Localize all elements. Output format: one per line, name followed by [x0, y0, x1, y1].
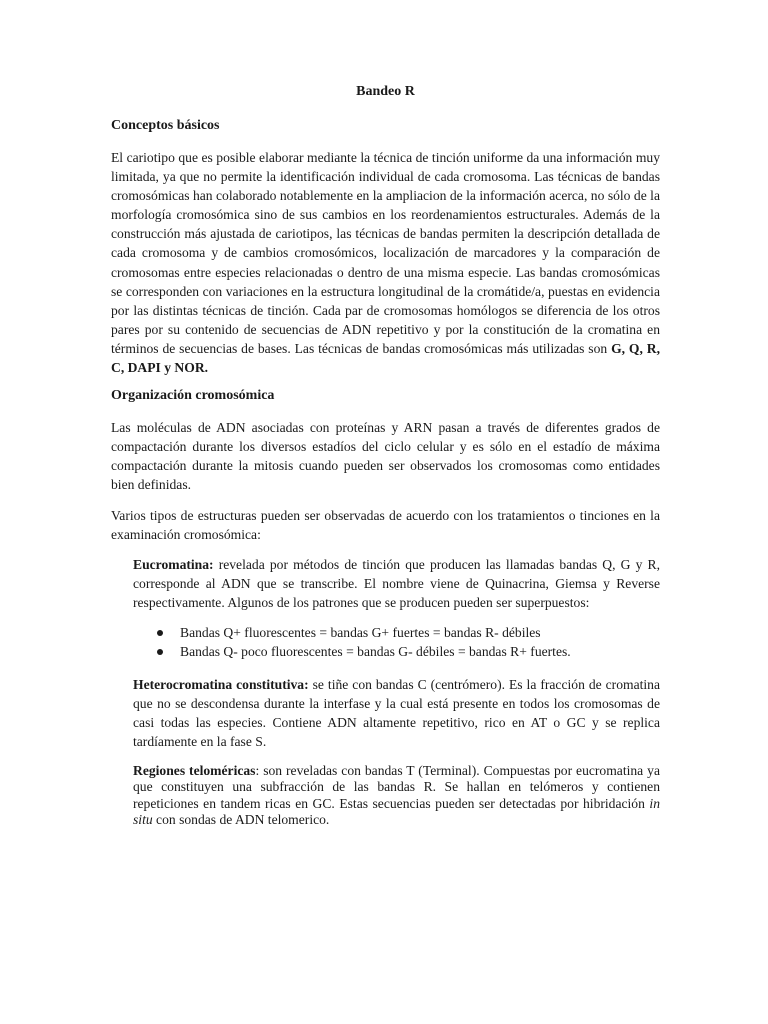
- bullet-icon: [157, 649, 163, 655]
- paragraph-organizacion-1: Las moléculas de ADN asociadas con proteínas y ARN pasan a través de diferentes grados de compactación durante los diversos estadíos del ciclo celular y es sólo en el estadío de máxima compactación durante la mitosis cuando pueden ser observados los cromosomas como entidades bien definidas.: [111, 420, 660, 493]
- text-eucromatina: revelada por métodos de tinción que producen las llamadas bandas Q, G y R, corresponde al ADN que se transcribe. El nombre viene de Quinacrina, Giemsa y Reverse respectivamente. Algunos de los patrones que se producen pueden ser superpuestos:: [133, 556, 660, 610]
- paragraph-telomericas: [133, 763, 660, 829]
- document-title: Bandeo R: [356, 84, 415, 99]
- paragraph-organizacion-2: Varios tipos de estructuras pueden ser observadas de acuerdo con los tratamientos o tinciones en la examinación cromosómica:: [111, 507, 660, 542]
- term-eucromatina: Eucromatina:: [133, 556, 214, 572]
- italic-in-situ: in situ: [133, 795, 660, 828]
- list-item: [133, 623, 660, 642]
- section-heading-organizacion: Organización cromosómica: [111, 388, 275, 404]
- list-item-text: Bandas Q+ fluorescentes = bandas G+ fuertes = bandas R- débiles: [180, 624, 541, 640]
- term-telomericas: Regiones teloméricas: [133, 762, 256, 778]
- bullet-icon: [157, 630, 163, 636]
- bullet-list: [133, 623, 660, 661]
- text-telomericas-a: : son reveladas con bandas T (Terminal). Compuestas por eucromatina ya que constituyen una subfracción de las bandas R. Se hallan en telómeros y contienen repeticiones en tandem ricas en GC. Estas secuencias pueden ser detectadas por hibridación: [133, 762, 660, 811]
- paragraph-eucromatina: [133, 555, 660, 612]
- term-heterocromatina: Heterocromatina constitutiva:: [133, 677, 309, 693]
- text-telomericas-b: con sondas de ADN telomerico.: [152, 812, 330, 828]
- list-item-text: Bandas Q- poco fluorescentes = bandas G- débiles = bandas R+ fuertes.: [180, 644, 571, 660]
- bold-band-list: G, Q, R, C, DAPI y NOR.: [111, 340, 660, 376]
- paragraph-heterocromatina: [133, 675, 660, 751]
- paragraph-text: El cariotipo que es posible elaborar mediante la técnica de tinción uniforme da una información muy limitada, ya que no permite la identificación individual de cada cromosoma. Las técnicas de bandas cromosómicas han colaborado notablemente en la ampliacion de la información acerca, no sólo de la morfología cromosómica sino de sus cambios en los reordenamientos estructurales. Además de la construcción más ajustada de cariotipos, las técnicas de bandas permiten la descripción detallada de cada cromosoma y de cambios cromosómicos, localización de marcadores y la comparación de cromosomas entre especies relacionadas o dentro de una misma especie. Las bandas cromosómicas se corresponden con variaciones en la estructura longitudinal de la cromátide/a, puestas en evidencia por las distintas técnicas de tinción. Cada par de cromosomas homólogos se diferencia de los otros pares por su contenido de secuencias de ADN repetitivo y por la constitución de la cromatina en términos de secuencias de bases. Las técnicas de bandas cromosómicas más utilizadas son: [111, 150, 660, 356]
- paragraph-conceptos: [111, 148, 660, 377]
- list-item: [133, 642, 660, 661]
- section-heading-conceptos: Conceptos básicos: [111, 118, 220, 133]
- text-heterocromatina: se tiñe con bandas C (centrómero). Es la fracción de cromatina que no se descondensa durante la interfase y la cual está presente en todos los cromosomas de casi todas las especies. Contiene ADN altamente repetitivo, rico en AT o GC y se replica tardíamente en la fase S.: [133, 677, 661, 750]
